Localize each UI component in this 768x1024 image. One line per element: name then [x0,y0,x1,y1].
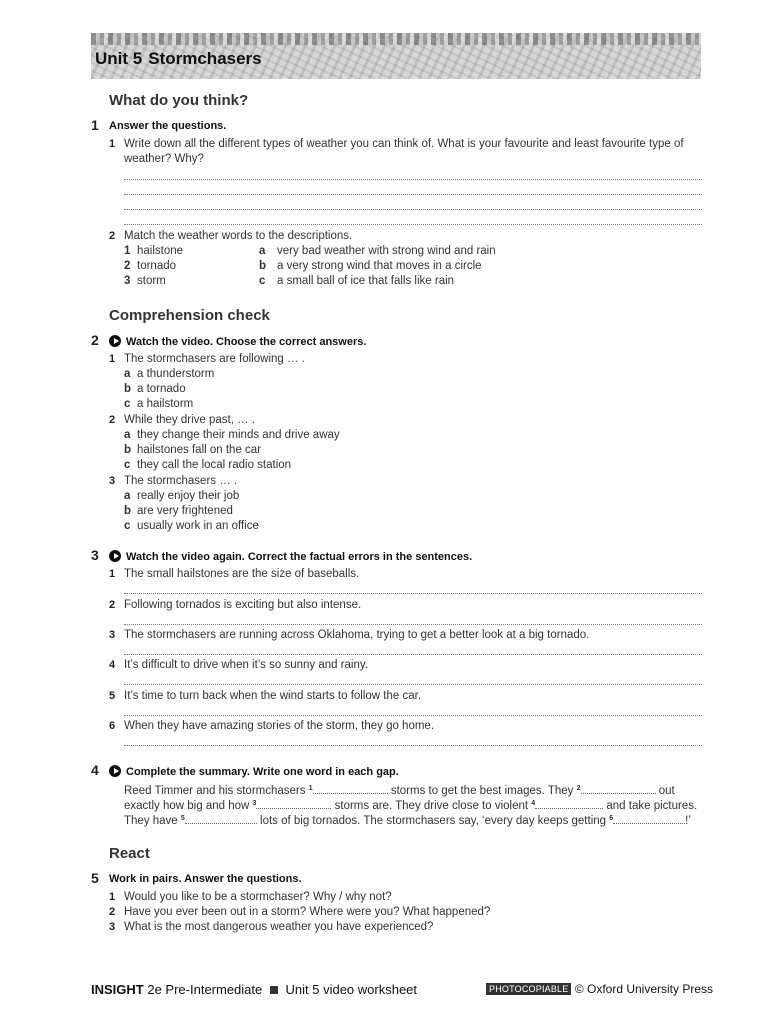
section-heading-think: What do you think? [109,92,249,109]
banner-texture [91,33,701,45]
play-video-icon[interactable] [109,550,121,562]
page-title [95,49,262,69]
answer-line[interactable] [124,179,702,180]
question-text: Have you ever been out in a storm? Where were you? What happened? [124,906,491,918]
edition: 2e Pre-Intermediate [147,982,263,997]
answer-line[interactable] [124,654,702,655]
exercise-number: 4 [91,762,99,778]
match-word: 2 tornado [124,260,177,272]
brand-name: INSIGHT [91,982,144,997]
summary-line: Reed Timmer and his stormchasers $^1$ storms to get the best images. They $^2$ out [124,785,675,797]
worksheet-title: Unit 5 video worksheet [285,982,418,997]
exercise-instruction: Work in pairs. Answer the questions. [109,873,302,885]
answer-option[interactable]: b hailstones fall on the car [124,444,262,456]
match-word: 3 storm [124,275,166,287]
answer-option[interactable]: a a thunderstorm [124,368,215,380]
gap-field[interactable] [613,813,685,824]
question-text: Write down all the different types of weather you can think of. What is your favourite and least favourite type of [124,138,684,150]
section-heading-react: React [109,845,150,862]
answer-line[interactable] [124,593,702,594]
question-text: weather? Why? [124,153,204,165]
copyright: © Oxford University Press [574,982,714,996]
answer-option[interactable]: c they call the local radio station [124,459,292,471]
sentence-number: 5 [109,690,116,702]
gap-field[interactable] [535,798,603,809]
answer-option[interactable]: a really enjoy their job [124,490,240,502]
answer-option[interactable]: c usually work in an office [124,520,259,532]
exercise-instruction: Complete the summary. Write one word in each gap. [109,765,399,778]
question-number: 2 [109,414,116,426]
answer-line[interactable] [124,684,702,685]
question-number: 1 [109,891,116,903]
unit-name: Stormchasers [148,49,262,68]
sentence-text: The stormchasers are running across Oklahoma, trying to get a better look at a big tornado. [124,629,590,641]
answer-option[interactable]: c a hailstorm [124,398,194,410]
question-number: 2 [109,906,116,918]
answer-line[interactable] [124,194,702,195]
match-description[interactable]: a very bad weather with strong wind and rain [259,245,496,257]
photocopiable-badge: PHOTOCOPIABLE [486,983,571,995]
question-text: Match the weather words to the descriptions. [124,230,353,242]
gap-field[interactable] [581,783,656,794]
question-text: While they drive past, … . [124,414,256,426]
section-heading-comprehension: Comprehension check [109,307,270,324]
gap-field[interactable] [256,798,331,809]
sentence-text: It’s difficult to drive when it’s so sunny and rainy. [124,659,368,671]
answer-option[interactable]: a they change their minds and drive away [124,429,340,441]
bullet-square-icon [270,986,278,994]
sentence-text: When they have amazing stories of the storm, they go home. [124,720,435,732]
question-text: The stormchasers are following … . [124,353,305,365]
question-number: 3 [109,475,116,487]
question-number: 1 [109,138,116,150]
answer-line[interactable] [124,624,702,625]
play-video-icon[interactable] [109,335,121,347]
match-description[interactable]: b a very strong wind that moves in a circle [259,260,482,272]
match-word: 1 hailstone [124,245,184,257]
exercise-instruction: Watch the video. Choose the correct answers. [109,335,366,348]
question-number: 1 [109,353,116,365]
sentence-text: Following tornados is exciting but also intense. [124,599,362,611]
summary-line: They have $^5$ lots of big tornados. The stormchasers say, ‘every day keeps getting $^6$ !’ [124,815,691,827]
answer-option[interactable]: b a tornado [124,383,186,395]
answer-line[interactable] [124,745,702,746]
sentence-number: 2 [109,599,116,611]
exercise-number: 3 [91,547,99,563]
sentence-number: 1 [109,568,116,580]
exercise-number: 1 [91,117,99,133]
sentence-number: 4 [109,659,116,671]
answer-option[interactable]: b are very frightened [124,505,233,517]
exercise-number: 2 [91,332,99,348]
match-description[interactable]: c a small ball of ice that falls like rain [259,275,455,287]
footer-right [486,982,713,996]
question-text: What is the most dangerous weather you have experienced? [124,921,434,933]
sentence-text: It’s time to turn back when the wind starts to follow the car. [124,690,422,702]
answer-line[interactable] [124,224,702,225]
sentence-number: 6 [109,720,116,732]
sentence-number: 3 [109,629,116,641]
question-text: The stormchasers … . [124,475,238,487]
footer-left [91,982,417,997]
exercise-instruction: Answer the questions. [109,120,227,132]
play-video-icon[interactable] [109,765,121,777]
exercise-number: 5 [91,870,99,886]
question-number: 2 [109,230,116,242]
sentence-text: The small hailstones are the size of baseballs. [124,568,360,580]
question-text: Would you like to be a stormchaser? Why / why not? [124,891,392,903]
unit-label: Unit 5 [95,49,143,68]
answer-line[interactable] [124,715,702,716]
answer-line[interactable] [124,209,702,210]
exercise-instruction: Watch the video again. Correct the factual errors in the sentences. [109,550,472,563]
gap-field[interactable] [313,783,388,794]
question-number: 3 [109,921,116,933]
gap-field[interactable] [185,813,257,824]
summary-line: exactly how big and how $^3$ storms are. They drive close to violent $^4$ and take pictures. [124,800,698,812]
